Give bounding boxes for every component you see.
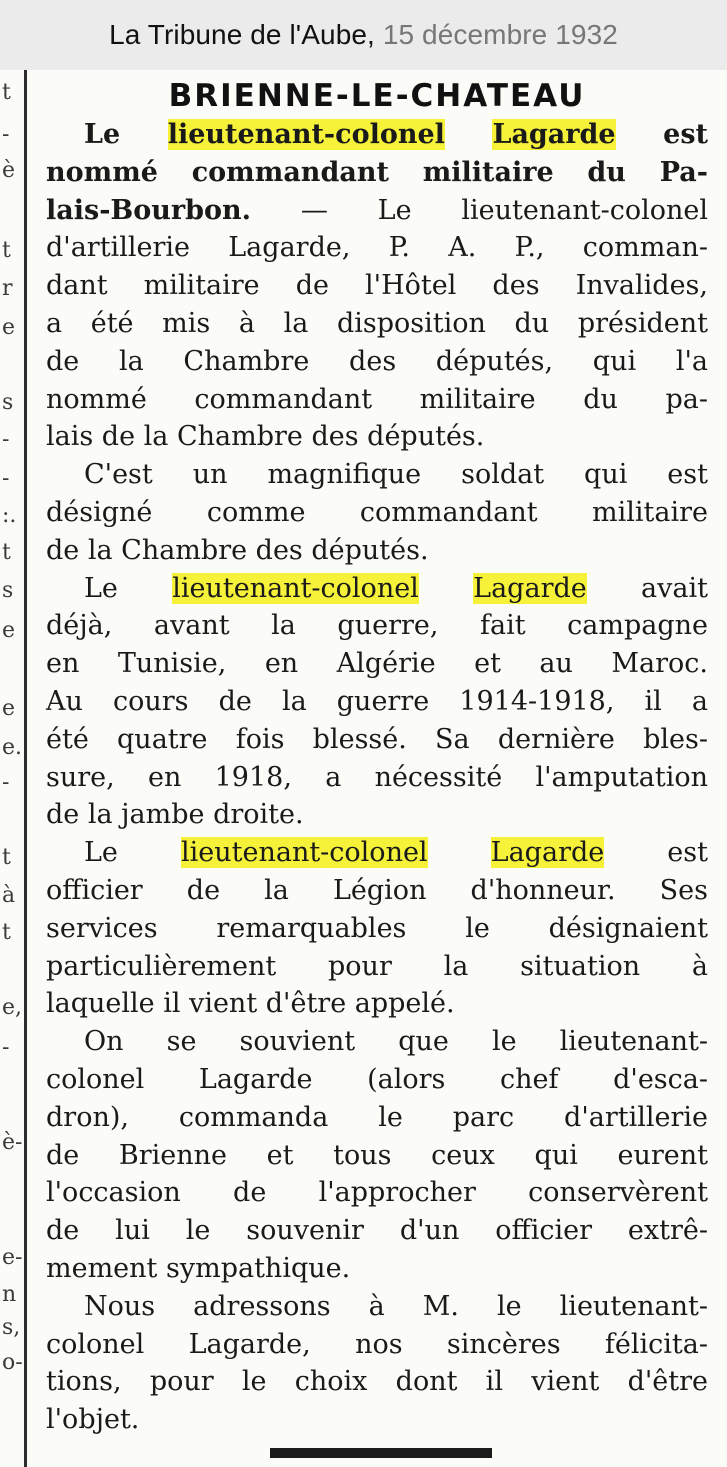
text-run: — Le lieutenant-colonel (251, 194, 708, 226)
article-line (46, 721, 708, 759)
highlighted-term: lieutenant-colonel (172, 572, 419, 604)
text-run: particulièrement pour la situation à (46, 950, 708, 982)
text-run: Au cours de la guerre 1914-1918, il a (46, 685, 708, 717)
text-run (428, 837, 491, 868)
article-line (46, 456, 708, 494)
article-line (46, 154, 708, 192)
highlighted-term: Lagarde (492, 119, 616, 150)
article-paragraph (46, 570, 708, 835)
highlighted-term: lieutenant-colonel (180, 837, 428, 869)
highlighted-term: Lagarde (490, 837, 605, 869)
adjacent-column-fragment: e (2, 315, 16, 340)
end-of-article-bar (270, 1448, 492, 1458)
text-run: de la Chambre des députés. (46, 534, 429, 566)
adjacent-column-fragment: t (2, 238, 11, 263)
article-line (46, 570, 708, 608)
adjacent-column-fragment: r (2, 276, 13, 301)
newspaper-clipping (0, 70, 727, 1467)
text-run: Nous adressons à M. le lieutenant- (84, 1290, 708, 1322)
article-line (46, 1023, 708, 1061)
article-line (46, 1174, 708, 1212)
adjacent-column-fragment: s (2, 578, 14, 603)
text-run: Le (84, 572, 173, 604)
adjacent-column-fragment: è- (2, 1130, 23, 1155)
text-run: est (615, 119, 708, 150)
text-run (419, 573, 473, 604)
article-line (46, 1288, 708, 1326)
article-line (46, 305, 708, 343)
adjacent-column-fragment: s (2, 390, 14, 415)
publication-date: 15 décembre 1932 (382, 19, 618, 50)
adjacent-column-fragment: t (2, 540, 11, 565)
article-line (46, 532, 708, 570)
text-run: l'objet. (46, 1404, 140, 1436)
article-line (46, 267, 708, 305)
adjacent-column-fragments (0, 70, 22, 1467)
text-run: C'est un magnifique soldat qui est (84, 459, 708, 491)
publication-name: La Tribune de l'Aube, (109, 19, 375, 50)
article-line (46, 948, 708, 986)
highlighted-term: Lagarde (473, 572, 587, 604)
text-run: désigné comme commandant militaire (46, 496, 708, 528)
text-run: été quatre fois blessé. Sa dernière bles- (46, 723, 708, 755)
text-run: d'artillerie Lagarde, P. A. P., comman- (46, 232, 708, 264)
article-line (46, 1250, 708, 1288)
text-run: mement sympathique. (46, 1252, 351, 1284)
adjacent-column-fragment: - (2, 466, 10, 491)
article-line (46, 1061, 708, 1099)
article-line (46, 116, 708, 154)
text-run (445, 119, 493, 150)
text-run: de Brienne et tous ceux qui eurent (46, 1139, 708, 1171)
article-paragraph (46, 456, 708, 569)
adjacent-column-fragment: o- (2, 1350, 23, 1375)
article-line (46, 1363, 708, 1401)
text-run: lais de la Chambre des députés. (46, 421, 485, 453)
text-run: lais-Bourbon. (46, 194, 252, 226)
adjacent-column-fragment: t (2, 80, 11, 105)
adjacent-column-fragment: - (2, 1035, 10, 1060)
article-line (46, 1401, 708, 1439)
text-run: nommé commandant militaire du pa- (46, 383, 708, 415)
article-line (46, 192, 708, 230)
text-run: Le (84, 837, 181, 869)
adjacent-column-fragment: n (2, 1282, 17, 1307)
adjacent-column-fragment: e (2, 618, 16, 643)
article-line (46, 683, 708, 721)
article-line (46, 1099, 708, 1137)
article-line (46, 872, 708, 910)
article-paragraph (46, 116, 708, 456)
adjacent-column-fragment: t (2, 920, 11, 945)
text-run: déjà, avant la guerre, fait campagne (46, 610, 708, 642)
article-line (46, 381, 708, 419)
column-rule (24, 70, 27, 1467)
adjacent-column-fragment: :. (2, 503, 17, 528)
adjacent-column-fragment: e (2, 696, 16, 721)
article-paragraph (46, 1288, 708, 1439)
article-line (46, 759, 708, 797)
text-run: sure, en 1918, a nécessité l'amputation (46, 761, 708, 793)
article-paragraph (46, 1023, 708, 1288)
text-run: est (604, 837, 708, 869)
article-line (46, 1212, 708, 1250)
text-run: officier de la Légion d'honneur. Ses (46, 874, 708, 906)
text-run: de la Chambre des députés, qui l'a (46, 345, 708, 377)
article (46, 70, 708, 1439)
text-run: dant militaire de l'Hôtel des Invalides, (46, 270, 708, 302)
article-paragraph (46, 834, 708, 1023)
text-run: de lui le souvenir d'un officier extrê- (46, 1215, 708, 1247)
article-line (46, 645, 708, 683)
article-line (46, 418, 708, 456)
adjacent-column-fragment: - (2, 122, 10, 147)
article-line (46, 343, 708, 381)
article-line (46, 796, 708, 834)
text-run: en Tunisie, en Algérie et au Maroc. (46, 648, 708, 680)
text-run: tions, pour le choix dont il vient d'être (46, 1366, 708, 1398)
adjacent-column-fragment: e. (2, 735, 23, 760)
article-line (46, 229, 708, 267)
text-run: colonel Lagarde, nos sincères félicita- (46, 1328, 708, 1360)
text-run: laquelle il vient d'être appelé. (46, 988, 455, 1020)
text-run: Le (84, 119, 168, 150)
article-body (46, 116, 708, 1439)
article-line (46, 607, 708, 645)
article-line (46, 1326, 708, 1364)
text-run: a été mis à la disposition du président (46, 307, 708, 339)
article-line (46, 985, 708, 1023)
adjacent-column-fragment: s, (2, 1315, 21, 1340)
adjacent-column-fragment: à (2, 883, 16, 908)
text-run: l'occasion de l'approcher conservèrent (46, 1177, 708, 1209)
article-headline: BRIENNE-LE-CHATEAU (168, 78, 586, 114)
article-line (46, 1137, 708, 1175)
adjacent-column-fragment: - (2, 770, 10, 795)
adjacent-column-fragment: e, (2, 995, 23, 1020)
adjacent-column-fragment: - (2, 427, 10, 452)
adjacent-column-fragment: e- (2, 1245, 23, 1270)
caption-title (0, 19, 727, 51)
article-line (46, 834, 708, 872)
caption-bar (0, 0, 727, 70)
text-run: dron), commanda le parc d'artillerie (46, 1101, 708, 1133)
article-line (46, 910, 708, 948)
text-run: colonel Lagarde (alors chef d'esca- (46, 1063, 708, 1095)
highlighted-term: lieutenant-colonel (167, 119, 445, 150)
text-run: avait (586, 572, 708, 604)
text-run: On se souvient que le lieutenant- (84, 1026, 708, 1058)
adjacent-column-fragment: t (2, 845, 11, 870)
text-run: de la jambe droite. (46, 799, 304, 831)
text-run: services remarquables le désignaient (46, 912, 708, 944)
article-line (46, 494, 708, 532)
text-run: nommé commandant militaire du Pa- (46, 156, 708, 188)
adjacent-column-fragment: è (2, 158, 16, 183)
